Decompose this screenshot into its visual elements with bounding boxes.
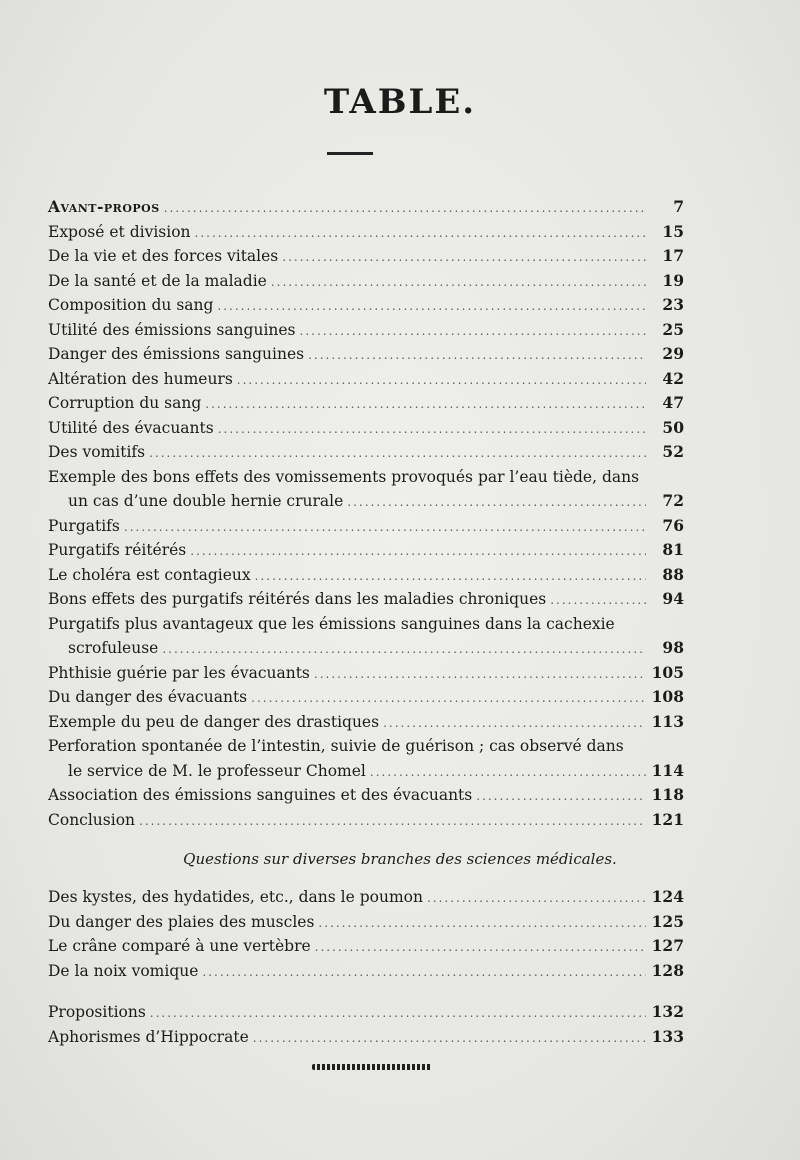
toc-entry bbox=[48, 734, 684, 783]
toc-entry-label: Exposé et division bbox=[48, 222, 191, 241]
toc-page-number: 94 bbox=[662, 589, 684, 608]
toc-entry-label: Le choléra est contagieux bbox=[48, 565, 251, 584]
dot-leader bbox=[162, 637, 646, 662]
toc-page-number: 127 bbox=[651, 936, 684, 955]
page-title: TABLE. bbox=[323, 82, 477, 122]
toc-page-number: 105 bbox=[651, 662, 684, 682]
toc-page-number: 23 bbox=[662, 295, 684, 314]
toc-entry bbox=[48, 220, 684, 245]
dot-leader bbox=[300, 319, 646, 344]
toc-entry bbox=[48, 587, 684, 612]
toc-entry-label: Propositions bbox=[48, 1003, 146, 1021]
toc-entry-label: Exemple du peu de danger des drastiques bbox=[48, 712, 380, 731]
toc-entry-label: Purgatifs bbox=[48, 516, 120, 535]
toc-page-number: 72 bbox=[662, 491, 684, 510]
toc-entry bbox=[48, 661, 684, 686]
dot-leader bbox=[251, 686, 646, 711]
toc-entry bbox=[48, 318, 684, 343]
toc-entry bbox=[48, 685, 684, 710]
toc-entry-label: Perforation spontanée de l’intestin, suivie de guérison ; cas observé dans bbox=[48, 737, 624, 755]
dot-leader bbox=[347, 490, 646, 515]
toc-entry bbox=[48, 416, 684, 441]
toc-entry bbox=[48, 710, 684, 735]
toc-entry bbox=[48, 367, 684, 392]
toc-entry-label: De la vie et des forces vitales bbox=[48, 247, 279, 265]
dot-leader bbox=[318, 911, 646, 936]
toc-page-number: 29 bbox=[662, 344, 684, 363]
toc-entry bbox=[48, 342, 684, 367]
end-ornament bbox=[312, 1064, 432, 1070]
toc-entry bbox=[48, 1025, 684, 1050]
toc-entry-continuation: le service de M. le professeur Chomel bbox=[68, 761, 366, 780]
toc-page-number: 17 bbox=[662, 246, 684, 265]
dot-leader bbox=[308, 343, 646, 368]
toc-page-number: 125 bbox=[651, 911, 684, 931]
dot-leader bbox=[217, 294, 646, 319]
toc-page-number: 52 bbox=[662, 442, 684, 461]
toc-page-number: 121 bbox=[651, 809, 684, 829]
toc-entry bbox=[48, 885, 684, 910]
toc-entry bbox=[48, 612, 684, 661]
toc-entry-continuation: scrofuleuse bbox=[68, 639, 159, 657]
toc-entry-label: De la santé et de la maladie bbox=[48, 271, 267, 290]
toc-entry bbox=[48, 514, 684, 539]
toc-page-number: 128 bbox=[651, 960, 684, 980]
title-rule bbox=[327, 152, 373, 155]
toc-page-number: 42 bbox=[662, 368, 684, 388]
dot-leader bbox=[149, 441, 646, 466]
toc-entry-label: Des vomitifs bbox=[48, 443, 146, 461]
toc-entry bbox=[48, 244, 684, 269]
toc-page-number: 25 bbox=[662, 319, 684, 339]
dot-leader bbox=[427, 886, 646, 911]
toc-questions-list bbox=[48, 885, 684, 983]
toc-entry-label: Phthisie guérie par les évacuants bbox=[48, 663, 310, 682]
dot-leader bbox=[190, 539, 646, 564]
toc-entry-label: Utilité des évacuants bbox=[48, 418, 214, 437]
dot-leader bbox=[383, 711, 646, 736]
dot-leader bbox=[255, 564, 646, 589]
toc-entry-label: Danger des émissions sanguines bbox=[48, 345, 305, 363]
dot-leader bbox=[202, 960, 646, 985]
toc-entry-label: Avant-propos bbox=[48, 197, 160, 216]
dot-leader bbox=[195, 221, 646, 246]
toc-entry bbox=[48, 959, 684, 984]
toc-page-number: 88 bbox=[662, 564, 684, 584]
toc-entry-label: Du danger des évacuants bbox=[48, 688, 248, 706]
toc-entry-label: Des kystes, des hydatides, etc., dans le poumon bbox=[48, 888, 423, 906]
toc-page-number: 108 bbox=[651, 687, 684, 706]
toc-entry-label: De la noix vomique bbox=[48, 961, 199, 980]
dot-leader bbox=[205, 392, 646, 417]
dot-leader bbox=[370, 760, 646, 785]
dot-leader bbox=[550, 588, 646, 613]
toc-entry bbox=[48, 910, 684, 935]
toc-page-number: 113 bbox=[651, 711, 684, 731]
toc-entry bbox=[48, 1000, 684, 1025]
toc-entry bbox=[48, 563, 684, 588]
dot-leader bbox=[282, 245, 646, 270]
toc-entry-label: Le crâne comparé à une vertèbre bbox=[48, 937, 311, 955]
toc-entry-label: Aphorismes d’Hippocrate bbox=[48, 1027, 249, 1046]
toc-page-number: 81 bbox=[662, 540, 684, 559]
toc-page-number: 15 bbox=[662, 221, 684, 241]
toc-final-list bbox=[48, 1000, 684, 1049]
toc-entry bbox=[48, 465, 684, 514]
dot-leader bbox=[315, 935, 646, 960]
dot-leader bbox=[314, 662, 646, 687]
dot-leader bbox=[476, 784, 646, 809]
toc-entry-label: Purgatifs réitérés bbox=[48, 541, 187, 559]
toc-entry-label: Conclusion bbox=[48, 810, 136, 829]
toc-entry bbox=[48, 538, 684, 563]
toc-page-number: 7 bbox=[673, 197, 684, 216]
toc-page-number: 133 bbox=[651, 1026, 684, 1046]
toc-main-list bbox=[48, 195, 684, 832]
toc-page-number: 124 bbox=[651, 887, 684, 906]
dot-leader bbox=[253, 1026, 646, 1051]
dot-leader bbox=[237, 368, 646, 393]
dot-leader bbox=[218, 417, 646, 442]
toc-entry-label: Exemple des bons effets des vomissements provoqués par l’eau tiède, dans bbox=[48, 467, 640, 486]
toc-page-number: 76 bbox=[662, 515, 684, 535]
toc-entry-label: Purgatifs plus avantageux que les émissions sanguines dans la cachexie bbox=[48, 614, 615, 633]
dot-leader bbox=[124, 515, 646, 540]
toc-page-number: 118 bbox=[651, 785, 684, 804]
toc-entry bbox=[48, 934, 684, 959]
toc-entry bbox=[48, 195, 684, 220]
toc-entry bbox=[48, 269, 684, 294]
toc-page-number: 132 bbox=[651, 1002, 684, 1021]
toc-entry bbox=[48, 808, 684, 833]
toc-entry bbox=[48, 783, 684, 808]
dot-leader bbox=[164, 196, 646, 221]
toc-entry-label: Association des émissions sanguines et des évacuants bbox=[48, 786, 473, 804]
toc-entry bbox=[48, 440, 684, 465]
toc-entry-continuation: un cas d’une double hernie crurale bbox=[68, 492, 344, 510]
section-heading: Questions sur diverses branches des sciences médicales. bbox=[183, 850, 617, 868]
toc-page-number: 47 bbox=[662, 393, 684, 412]
dot-leader bbox=[139, 809, 646, 834]
toc-entry bbox=[48, 293, 684, 318]
toc-entry-label: Altération des humeurs bbox=[48, 369, 233, 388]
toc-page-number: 98 bbox=[662, 638, 684, 657]
toc-entry bbox=[48, 391, 684, 416]
toc-page-number: 114 bbox=[651, 760, 684, 780]
toc-entry-label: Du danger des plaies des muscles bbox=[48, 912, 315, 931]
dot-leader bbox=[150, 1001, 646, 1026]
toc-entry-label: Utilité des émissions sanguines bbox=[48, 320, 296, 339]
toc-page-number: 19 bbox=[662, 270, 684, 290]
toc-entry-label: Composition du sang bbox=[48, 296, 214, 314]
toc-entry-label: Bons effets des purgatifs réitérés dans les maladies chroniques bbox=[48, 590, 547, 608]
dot-leader bbox=[271, 270, 646, 295]
toc-entry-label: Corruption du sang bbox=[48, 394, 202, 412]
toc-page-number: 50 bbox=[662, 417, 684, 437]
